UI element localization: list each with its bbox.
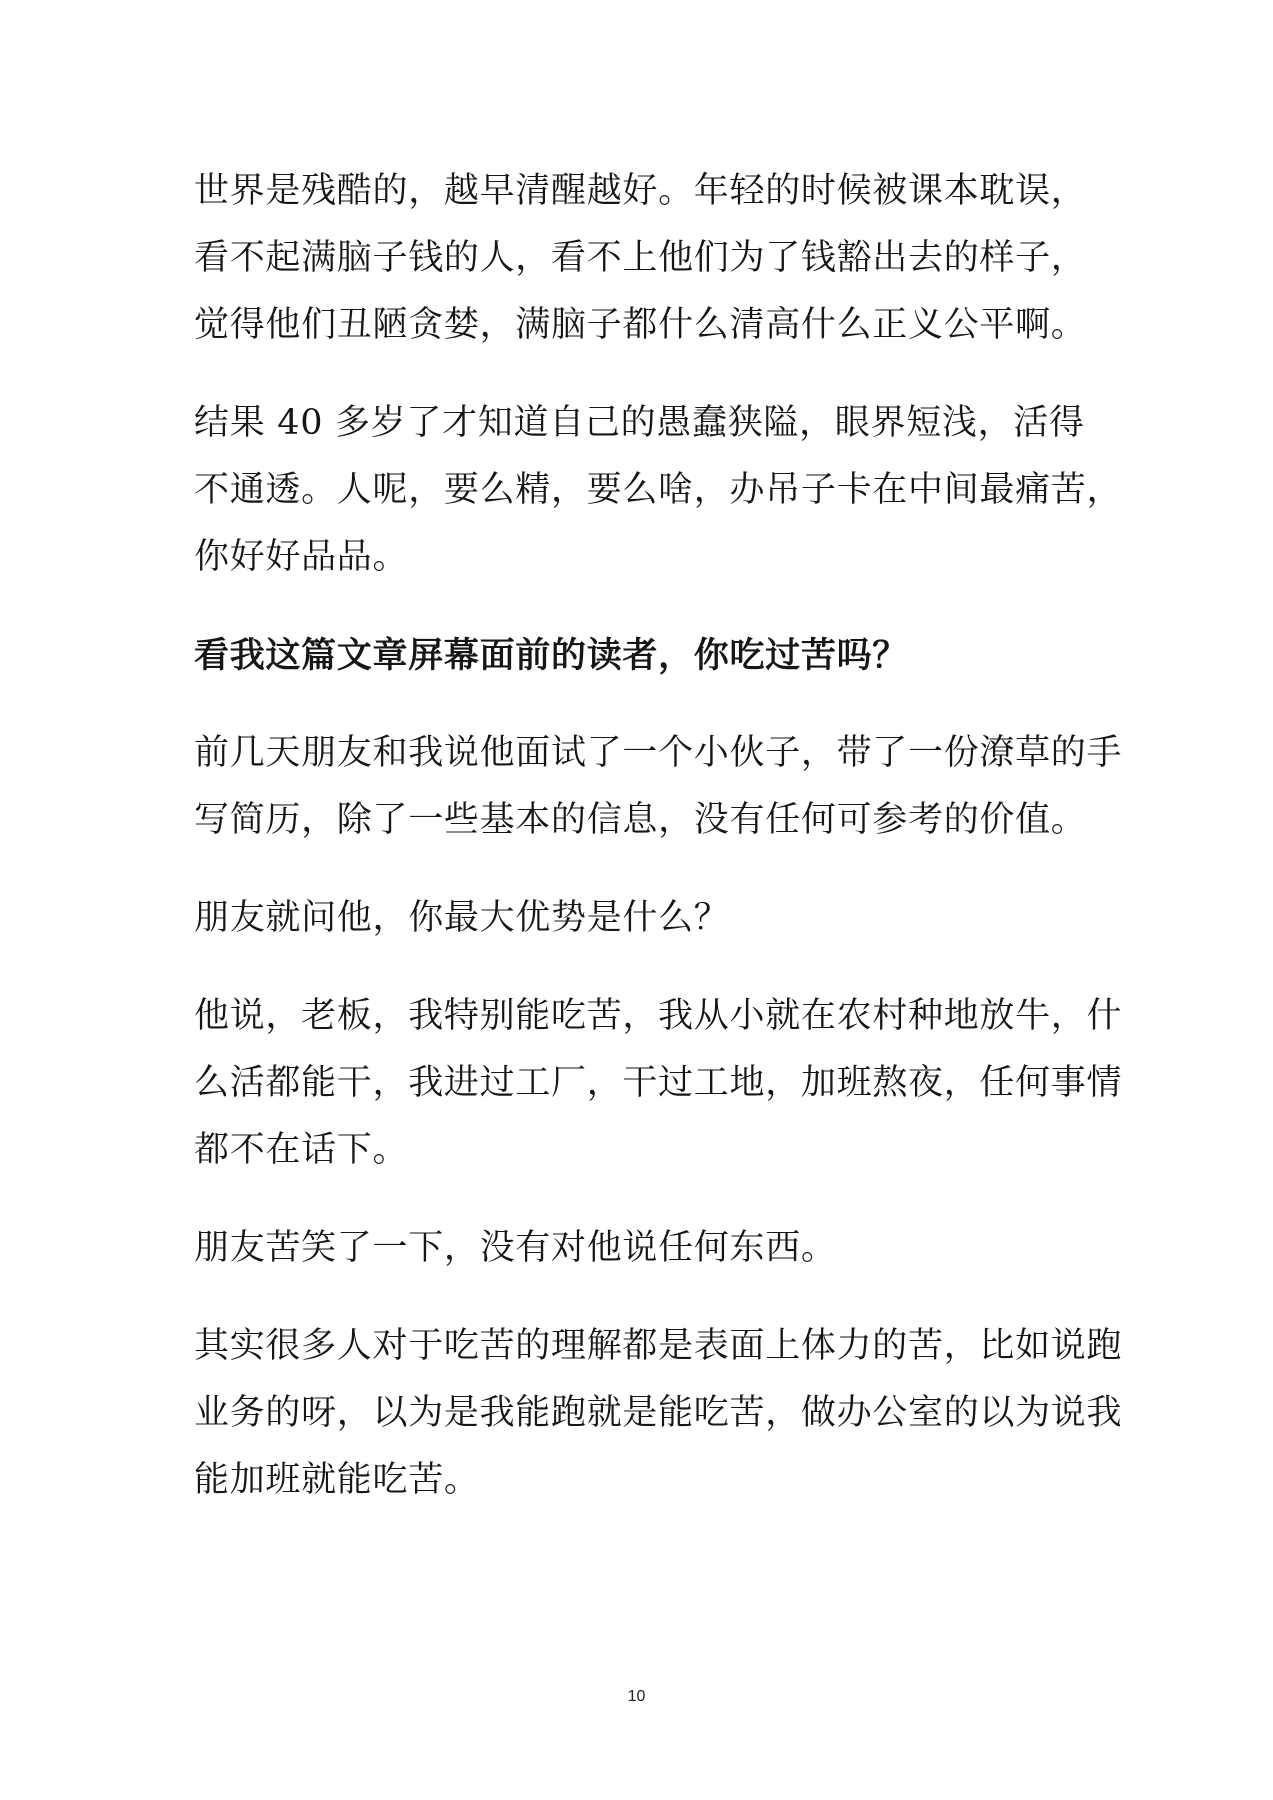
paragraph <box>194 1215 1094 1282</box>
text-line: 看我这篇文章屏幕面前的读者，你吃过苦吗？ <box>194 635 909 676</box>
text-line: 你好好品品。 <box>194 537 409 577</box>
text-line: 其实很多人对于吃苦的理解都是表面上体力的苦，比如说跑 <box>194 1326 1123 1366</box>
text-line: 写简历，除了一些基本的信息，没有任何可参考的价值。 <box>194 800 1087 840</box>
text-line: 看不起满脑子钱的人，看不上他们为了钱豁出去的样子， <box>194 238 1087 278</box>
paragraph <box>194 158 1094 359</box>
text-line: 结果 40 多岁了才知道自己的愚蠢狭隘，眼界短浅，活得 <box>194 403 1085 443</box>
paragraph <box>194 983 1123 1184</box>
text-line: 觉得他们丑陋贪婪，满脑子都什么清高什么正义公平啊。 <box>194 305 1087 345</box>
paragraph <box>194 720 1123 854</box>
paragraph <box>194 1313 1123 1514</box>
text-line: 前几天朋友和我说他面试了一个小伙子，带了一份潦草的手 <box>194 733 1123 773</box>
paragraph <box>194 885 1094 952</box>
text-line: 他说，老板，我特别能吃苦，我从小就在农村种地放牛，什 <box>194 996 1123 1036</box>
text-line: 能加班就能吃苦。 <box>194 1460 480 1500</box>
document-body <box>194 158 1123 1545</box>
text-line: 世界是残酷的，越早清醒越好。年轻的时候被课本耽误， <box>194 171 1087 211</box>
text-line: 业务的呀，以为是我能跑就是能吃苦，做办公室的以为说我 <box>194 1393 1123 1433</box>
text-line: 都不在话下。 <box>194 1130 409 1170</box>
paragraph <box>194 390 1123 591</box>
text-line: 不通透。人呢，要么精，要么啥，办吊子卡在中间最痛苦， <box>194 470 1123 510</box>
text-line: 朋友苦笑了一下，没有对他说任何东西。 <box>194 1228 837 1268</box>
text-line: 朋友就问他，你最大优势是什么？ <box>194 898 730 938</box>
bold-question-paragraph <box>194 622 1094 689</box>
text-line: 么活都能干，我进过工厂，干过工地，加班熬夜，任何事情 <box>194 1063 1123 1103</box>
page-number: 10 <box>627 1688 646 1705</box>
